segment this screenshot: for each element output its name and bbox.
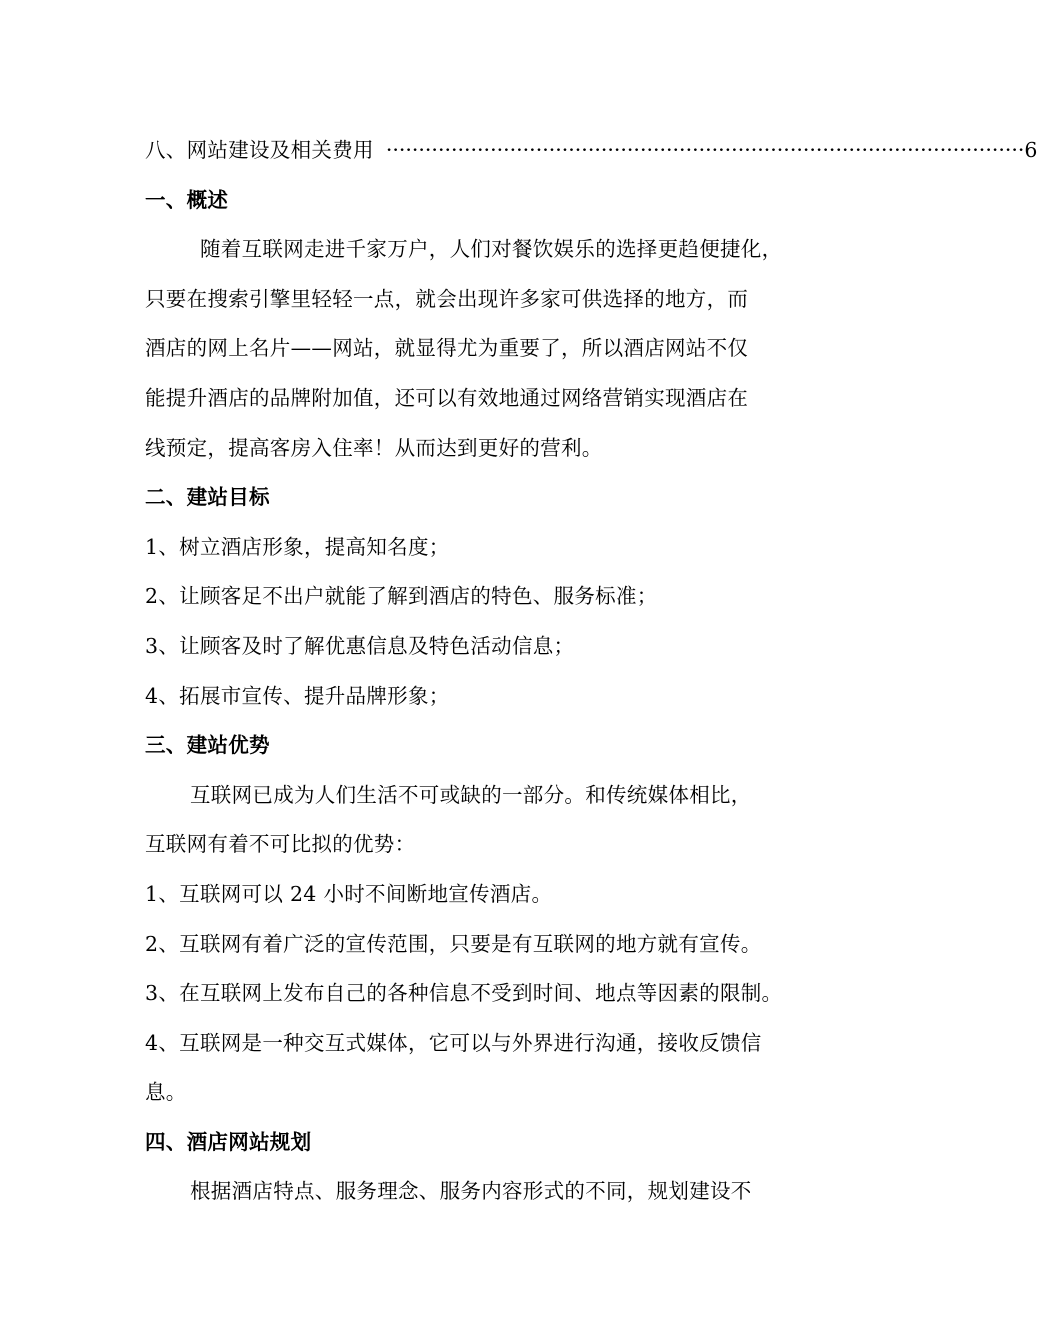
list-item: 4、拓展市宣传、提升品牌形象； xyxy=(145,683,450,708)
list-item: 2、让顾客足不出户就能了解到酒店的特色、服务标准； xyxy=(145,584,658,609)
paragraph-line: 能提升酒店的品牌附加值，还可以有效地通过网络营销实现酒店在 xyxy=(145,385,749,410)
list-item: 4、互联网是一种交互式媒体，它可以与外界进行沟通，接收反馈信 xyxy=(145,1030,762,1055)
toc-entry xyxy=(145,126,1038,176)
list-item: 1、互联网可以 24 小时不间断地宣传酒店。 xyxy=(145,881,553,906)
toc-dot-leader: ·································································································· xyxy=(385,138,1025,162)
list-item: 3、在互联网上发布自己的各种信息不受到时间、地点等因素的限制。 xyxy=(145,981,783,1006)
section-heading-advantages: 三、建站优势 xyxy=(145,733,270,758)
list-item: 1、树立酒店形象，提高知名度； xyxy=(145,534,450,559)
paragraph-line: 互联网已成为人们生活不可或缺的一部分。和传统媒体相比， xyxy=(190,782,752,807)
paragraph-line: 随着互联网走进千家万户，人们对餐饮娱乐的选择更趋便捷化， xyxy=(200,237,783,262)
toc-entry-label: 八、网站建设及相关费用 xyxy=(145,138,374,162)
paragraph-line: 酒店的网上名片——网站，就显得尤为重要了，所以酒店网站不仅 xyxy=(145,336,749,361)
paragraph-line: 互联网有着不可比拟的优势： xyxy=(145,832,416,857)
paragraph-line: 根据酒店特点、服务理念、服务内容形式的不同，规划建设不 xyxy=(190,1179,752,1204)
section-heading-goals: 二、建站目标 xyxy=(145,485,270,510)
section-heading-overview: 一、概述 xyxy=(145,187,229,212)
paragraph-line: 只要在搜索引擎里轻轻一点，就会出现许多家可供选择的地方，而 xyxy=(145,286,749,311)
toc-page-number: 6 xyxy=(1024,138,1038,162)
list-item: 3、让顾客及时了解优惠信息及特色活动信息； xyxy=(145,633,575,658)
list-item: 2、互联网有着广泛的宣传范围，只要是有互联网的地方就有宣传。 xyxy=(145,931,762,956)
list-item-continuation: 息。 xyxy=(145,1080,187,1105)
section-heading-planning: 四、酒店网站规划 xyxy=(145,1129,312,1154)
document-page xyxy=(145,126,1038,1217)
paragraph-line: 线预定，提高客房入住率！从而达到更好的营利。 xyxy=(145,435,603,460)
